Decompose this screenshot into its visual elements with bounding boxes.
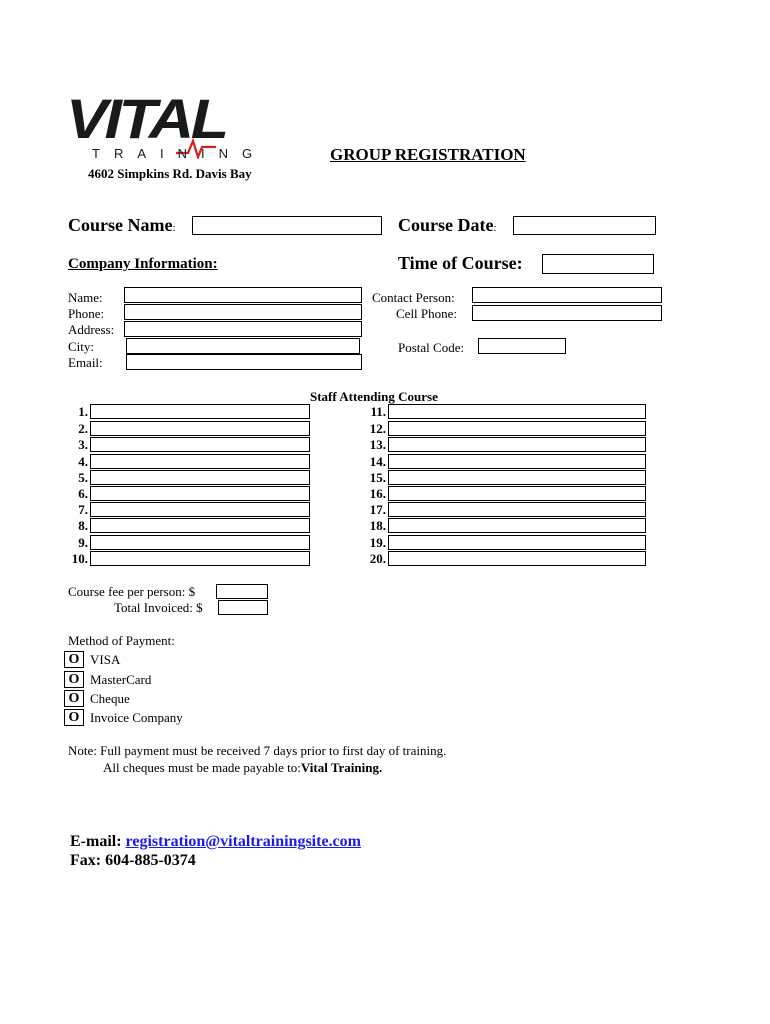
staff-name-field-11[interactable] [388,404,646,419]
staff-name-field-15[interactable] [388,470,646,485]
staff-name-field-14[interactable] [388,454,646,469]
page-title: GROUP REGISTRATION [330,145,526,164]
course-name-field[interactable] [192,216,382,235]
course-date-label: Course Date: [398,215,497,235]
payment-option-radio-visa[interactable]: O [64,651,84,668]
staff-name-field-6[interactable] [90,486,310,501]
staff-number: 11. [370,404,386,419]
staff-name-field-3[interactable] [90,437,310,452]
staff-name-field-5[interactable] [90,470,310,485]
staff-number: 18. [369,518,386,533]
email-contact: E-mail: registration@vitaltrainingsite.com [70,833,361,850]
staff-heading: Staff Attending Course [310,389,438,404]
staff-name-field-20[interactable] [388,551,646,566]
postal-code-label: Postal Code: [398,340,465,355]
staff-number: 3. [78,437,88,452]
staff-number: 14. [369,454,386,469]
staff-name-field-2[interactable] [90,421,310,436]
payment-option-label: Cheque [90,691,130,706]
payment-option-label: MasterCard [90,672,152,687]
staff-number: 12. [369,421,386,436]
name-label: Name: [68,290,103,305]
total-invoiced-field[interactable] [218,600,268,615]
name-field[interactable] [124,287,362,303]
phone-field[interactable] [124,304,362,320]
address-label: Address: [68,322,115,337]
city-label: City: [68,339,95,354]
cell-phone-field[interactable] [472,305,662,321]
time-of-course-label: Time of Course: [398,253,523,273]
email-field[interactable] [126,354,362,370]
fee-per-person-field[interactable] [216,584,268,599]
staff-number: 19. [369,535,386,550]
staff-name-field-18[interactable] [388,518,646,533]
staff-number: 20. [369,551,386,566]
staff-name-field-9[interactable] [90,535,310,550]
note-line-2: All cheques must be made payable to:Vital Training. [103,760,383,775]
course-name-label: Course Name: [68,215,176,235]
staff-number: 13. [369,437,386,452]
cell-phone-label: Cell Phone: [396,306,458,321]
address: 4602 Simpkins Rd. Davis Bay [88,166,252,181]
staff-name-field-10[interactable] [90,551,310,566]
staff-name-field-13[interactable] [388,437,646,452]
payment-option-radio-invoice-company[interactable]: O [64,709,84,726]
fee-per-person-label: Course fee per person: $ [68,584,196,599]
staff-name-field-1[interactable] [90,404,310,419]
staff-number: 15. [369,470,386,485]
staff-number: 7. [78,502,88,517]
staff-number: 8. [78,518,88,533]
phone-label: Phone: [68,306,105,321]
payment-heading: Method of Payment: [68,633,175,648]
city-field[interactable] [126,338,360,354]
staff-number: 4. [78,454,88,469]
logo-subtitle: TRAINING [92,146,267,161]
staff-name-field-4[interactable] [90,454,310,469]
address-field[interactable] [124,321,362,337]
note-line-1: Note: Full payment must be received 7 days prior to first day of training. [68,743,447,758]
staff-number: 16. [369,486,386,501]
company-info-heading: Company Information: [68,256,218,272]
logo-wordmark: VITAL [66,87,226,150]
payment-option-radio-mastercard[interactable]: O [64,671,84,688]
staff-name-field-12[interactable] [388,421,646,436]
payment-option-label: Invoice Company [90,710,183,725]
payment-option-label: VISA [90,652,121,667]
staff-number: 9. [78,535,88,550]
vital-training-logo [66,87,290,163]
staff-name-field-17[interactable] [388,502,646,517]
staff-name-field-16[interactable] [388,486,646,501]
staff-name-field-8[interactable] [90,518,310,533]
staff-number: 1. [78,404,88,419]
staff-name-field-19[interactable] [388,535,646,550]
course-date-field[interactable] [513,216,656,235]
staff-number: 6. [78,486,88,501]
staff-name-field-7[interactable] [90,502,310,517]
contact-person-field[interactable] [472,287,662,303]
contact-person-label: Contact Person: [372,290,455,305]
email-label: Email: [68,355,103,370]
payment-option-radio-cheque[interactable]: O [64,690,84,707]
staff-number: 2. [78,421,88,436]
email-link[interactable]: registration@vitaltrainingsite.com [125,833,361,850]
total-invoiced-label: Total Invoiced: $ [114,600,203,615]
fax-contact: Fax: 604-885-0374 [70,852,196,869]
staff-number: 10. [71,551,88,566]
staff-number: 5. [78,470,88,485]
time-of-course-field[interactable] [542,254,654,274]
postal-code-field[interactable] [478,338,566,354]
staff-number: 17. [369,502,386,517]
